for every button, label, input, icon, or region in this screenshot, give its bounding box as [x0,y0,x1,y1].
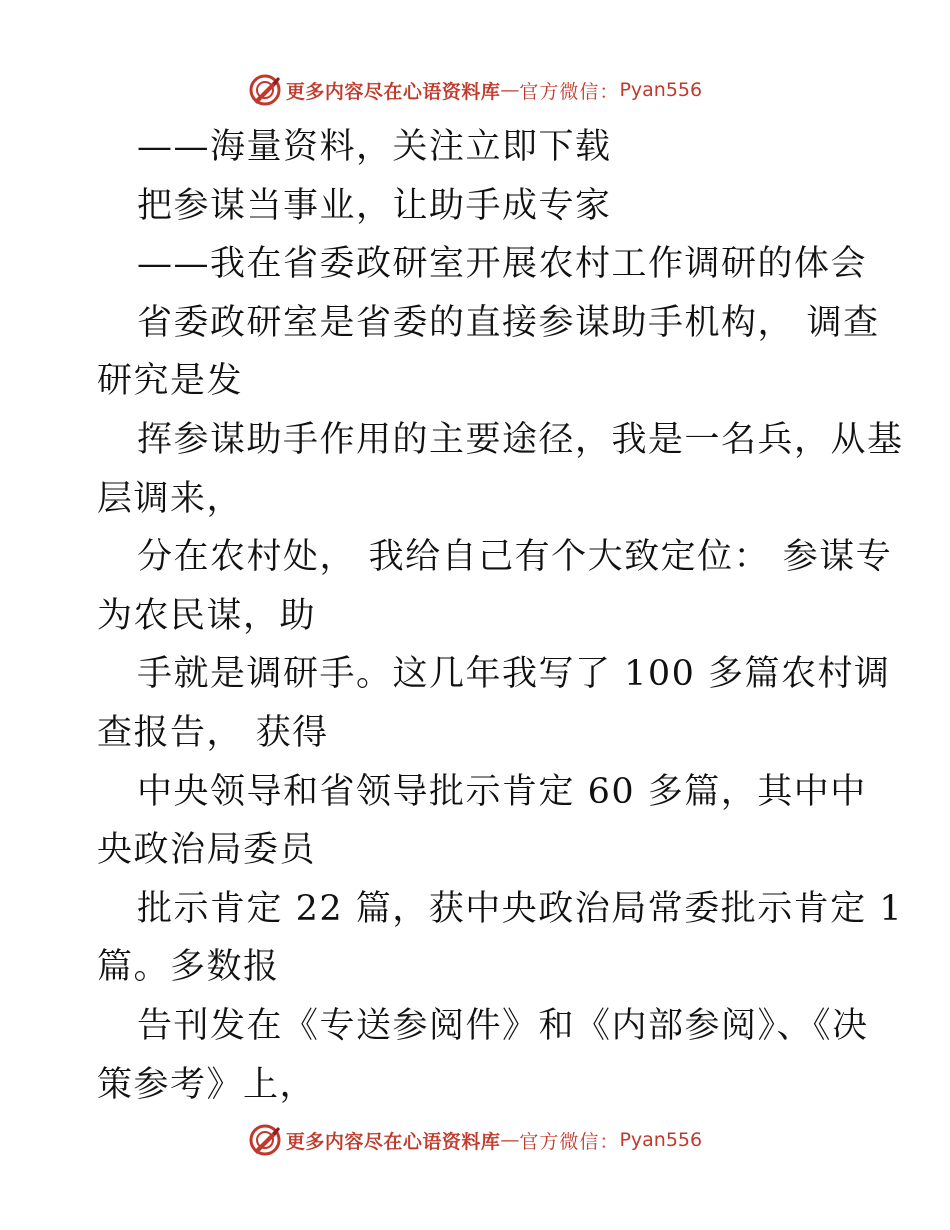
banner-separator: — [500,1129,520,1151]
text-line: 中央领导和省领导批示肯定 60 多篇，其中中 [137,771,867,812]
text-line: 为农民谋，助 [97,595,317,636]
text-line: 央政治局委员 [97,830,317,871]
banner-title: 更多内容尽在心语资料库 [285,80,501,103]
document-body [97,118,904,1114]
banner-wechat-id: Pyan556 [619,79,703,101]
banner-title: 更多内容尽在心语资料库 [285,1130,501,1153]
text-line: 策参考》上， [97,1064,317,1105]
text-line: 省委政研室是省委的直接参谋助手机构， 调查 [137,302,880,343]
text-line: 研究是发 [97,361,244,402]
text-line: 挥参谋助手作用的主要途径，我是一名兵，从基 [137,419,904,460]
banner-wechat-label: 官方微信： [519,80,620,103]
text-line: 层调来， [97,478,244,519]
pen-logo-icon [248,1123,282,1157]
text-line: 手就是调研手。这几年我写了 100 多篇农村调 [137,654,891,695]
footer-banner [0,1120,950,1160]
text-line: 批示肯定 22 篇，获中央政治局常委批示肯定 1 [137,888,904,929]
document-title: 把参谋当事业，让助手成专家 [137,185,612,226]
text-line: 篇。多数报 [97,947,280,988]
banner-wechat-label: 官方微信： [519,1130,620,1153]
pen-logo-icon [248,73,282,107]
document-subtitle: ——我在省委政研室开展农村工作调研的体会 [137,244,868,285]
text-line: ——海量资料，关注立即下载 [137,127,612,167]
banner-wechat-id: Pyan556 [619,1129,703,1151]
text-line: 告刊发在《专送参阅件》和《内部参阅》、《决 [137,1005,869,1046]
text-line: 分在农村处， 我给自己有个大致定位： 参谋专 [137,537,893,578]
text-line: 查报告， 获得 [97,712,329,753]
header-banner [0,70,950,110]
banner-separator: — [500,79,520,101]
